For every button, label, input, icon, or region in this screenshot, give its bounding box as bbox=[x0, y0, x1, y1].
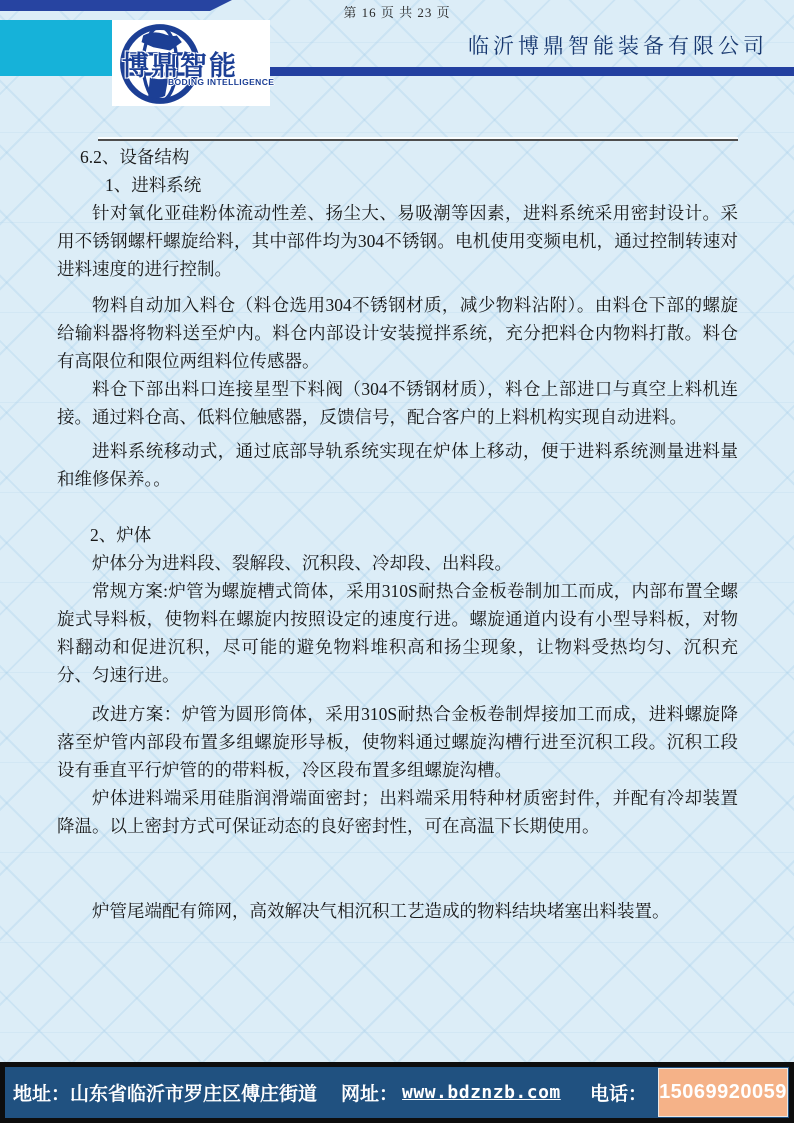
footer-bar bbox=[0, 1062, 794, 1123]
document-body bbox=[57, 0, 738, 925]
website-label: 网址： bbox=[341, 1084, 399, 1105]
address-label: 地址： bbox=[13, 1084, 71, 1105]
paragraph: 针对氧化亚硅粉体流动性差、扬尘大、易吸潮等因素，进料系统采用密封设计。采用不锈钢螺杆螺旋给料，其中部件均为304不锈钢。电机使用变频电机，通过控制转速对进料速度的进行控制。 bbox=[57, 203, 738, 279]
paragraph: 改进方案：炉管为圆形筒体，采用310S耐热合金板卷制焊接加工而成，进料螺旋降落至炉管内部段布置多组螺旋形导板，使物料通过螺旋沟槽行进至沉积工段。沉积工段设有垂直平行炉管的的带料板，冷区段布置多组螺旋沟槽。 bbox=[57, 704, 738, 780]
phone-number: 15069920059 bbox=[658, 1068, 788, 1117]
logo-chinese-text: 博鼎智能 bbox=[122, 51, 238, 81]
footer-content bbox=[5, 1067, 789, 1118]
page-number: 第 16 页 共 23 页 bbox=[343, 5, 451, 20]
paragraph: 常规方案:炉管为螺旋槽式筒体，采用310S耐热合金板卷制加工而成，内部布置全螺旋式导料板，使物料在螺旋内按照设定的速度行进。螺旋通道内设有小型导料板，对物料翻动和促进沉积，尽可能的避免物料堆积高和扬尘现象，让物料受热均匀、沉积充分、匀速行进。 bbox=[57, 581, 738, 685]
address-text: 山东省临沂市罗庄区傅庄街道 bbox=[70, 1084, 318, 1105]
paragraph: 料仓下部出料口连接星型下料阀（304不锈钢材质），料仓上部进口与真空上料机连接。通过料仓高、低料位触感器，反馈信号，配合客户的上料机构实现自动进料。 bbox=[57, 379, 738, 427]
subsection-heading-feeding-system: 1、进料系统 bbox=[105, 175, 202, 195]
logo-english-text: BODING INTELLIGENCE bbox=[168, 77, 275, 87]
company-name: 临沂博鼎智能装备有限公司 bbox=[468, 34, 768, 58]
subsection-heading-furnace-body: 2、炉体 bbox=[90, 525, 152, 545]
section-divider-line bbox=[98, 137, 738, 141]
paragraph: 进料系统移动式，通过底部导轨系统实现在炉体上移动，便于进料系统测量进料量和维修保养。。 bbox=[57, 441, 738, 489]
phone-label: 电话： bbox=[589, 1084, 647, 1105]
paragraph: 炉体进料端采用硅脂润滑端面密封；出料端采用特种材质密封件，并配有冷却装置降温。以上密封方式可保证动态的良好密封性，可在高温下长期使用。 bbox=[57, 788, 738, 836]
paragraph: 炉体分为进料段、裂解段、沉积段、冷却段、出料段。 bbox=[92, 553, 512, 573]
website-link[interactable]: www.bdznzb.com bbox=[402, 1082, 561, 1103]
paragraph: 物料自动加入料仓（料仓选用304不锈钢材质，减少物料沾附）。由料仓下部的螺旋给输料器将物料送至炉内。料仓内部设计安装搅拌系统，充分把料仓内物料打散。料仓有高限位和限位两组料位传感器。 bbox=[57, 295, 738, 371]
paragraph: 炉管尾端配有筛网，高效解决气相沉积工艺造成的物料结块堵塞出料装置。 bbox=[92, 901, 670, 921]
section-heading: 6.2、设备结构 bbox=[80, 147, 190, 167]
